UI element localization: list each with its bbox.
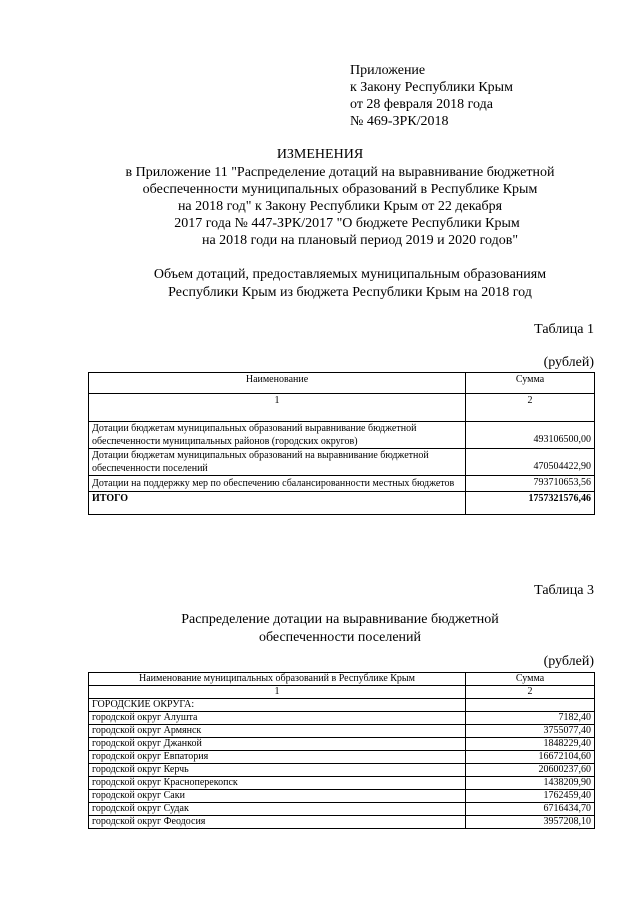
row-sum: 7182,40 [466,712,595,725]
changes-line: обеспеченности муниципальных образований в Республике Крым [142,182,538,197]
header-sum: Сумма [466,673,595,686]
appendix-line: к Закону Республики Крым [350,80,513,95]
row-name: городской округ Красноперекопск [89,777,466,790]
table1-label: Таблица 1 [534,322,594,337]
row-sum: 1438209,90 [466,777,595,790]
table-row [89,712,595,725]
row-sum: 6716434,70 [466,803,595,816]
row-sum: 3957208,10 [466,816,595,829]
table-section-row [89,699,595,712]
section-empty [466,699,595,712]
table3-title-line: обеспеченности поселений [258,630,422,645]
row-name: городской округ Алушта [89,712,466,725]
table-row [89,476,595,492]
header-name: Наименование муниципальных образований в Республике Крым [89,673,466,686]
appendix-line: от 28 февраля 2018 года [350,97,493,112]
header-sum: Сумма [466,373,595,394]
changes-line: 2017 года № 447-ЗРК/2017 "О бюджете Республики Крым [174,216,520,231]
row-sum: 470504422,90 [466,449,595,476]
table-row [89,422,595,449]
table-header-row [89,673,595,686]
row-name: городской округ Саки [89,790,466,803]
section-label: ГОРОДСКИЕ ОКРУГА: [89,699,466,712]
table3-label: Таблица 3 [534,583,594,598]
table-row [89,764,595,777]
volume-line: Республики Крым из бюджета Республики Крым на 2018 год [168,285,532,300]
row-name: городской округ Джанкой [89,738,466,751]
row-sum: 3755077,40 [466,725,595,738]
row-sum: 493106500,00 [466,422,595,449]
volume-line: Объем дотаций, предоставляемых муниципальным образованиям [153,267,547,282]
table-row [89,751,595,764]
appendix-header [350,62,513,130]
changes-description [80,164,600,249]
row-sum: 1762459,40 [466,790,595,803]
appendix-line: № 469-ЗРК/2018 [350,114,449,129]
table3-title-line: Распределение дотации на выравнивание бюджетной [181,612,499,627]
table-row [89,790,595,803]
total-sum: 1757321576,46 [466,492,595,515]
row-name: городской округ Евпатория [89,751,466,764]
table-index-row [89,686,595,699]
table-total-row [89,492,595,515]
row-name: городской округ Керчь [89,764,466,777]
changes-line: в Приложение 11 "Распределение дотаций на выравнивание бюджетной [125,165,555,180]
row-name: городской округ Армянск [89,725,466,738]
table-row [89,738,595,751]
table3 [88,672,595,829]
index-cell: 1 [89,686,466,699]
document-title: ИЗМЕНЕНИЯ [276,147,364,162]
changes-line: на 2018 годи на плановый период 2019 и 2020 годов" [201,233,519,248]
row-sum: 793710653,56 [466,476,595,492]
total-label: ИТОГО [89,492,466,515]
table-row [89,449,595,476]
table-row [89,777,595,790]
table3-title [130,611,550,647]
volume-heading [90,266,610,302]
index-cell: 1 [89,394,466,422]
header-name: Наименование [89,373,466,394]
row-name: городской округ Феодосия [89,816,466,829]
appendix-line: Приложение [350,63,426,78]
index-cell: 2 [466,394,595,422]
table-row [89,725,595,738]
row-name: Дотации бюджетам муниципальных образований на выравнивание бюджетной обеспеченности поселений [89,449,466,476]
table-row [89,803,595,816]
table1 [88,372,595,515]
index-cell: 2 [466,686,595,699]
row-name: Дотации бюджетам муниципальных образований выравнивание бюджетной обеспеченности муниципальных районов (городских округов) [89,422,466,449]
table-row [89,816,595,829]
table-index-row [89,394,595,422]
row-sum: 20600237,60 [466,764,595,777]
table1-unit: (рублей) [543,355,594,370]
row-sum: 1848229,40 [466,738,595,751]
table3-unit: (рублей) [543,654,594,669]
changes-line: на 2018 год" к Закону Республики Крым от 22 декабря [177,199,503,214]
row-sum: 16672104,60 [466,751,595,764]
row-name: Дотации на поддержку мер по обеспечению сбалансированности местных бюджетов [89,476,466,492]
row-name: городской округ Судак [89,803,466,816]
table-header-row [89,373,595,394]
